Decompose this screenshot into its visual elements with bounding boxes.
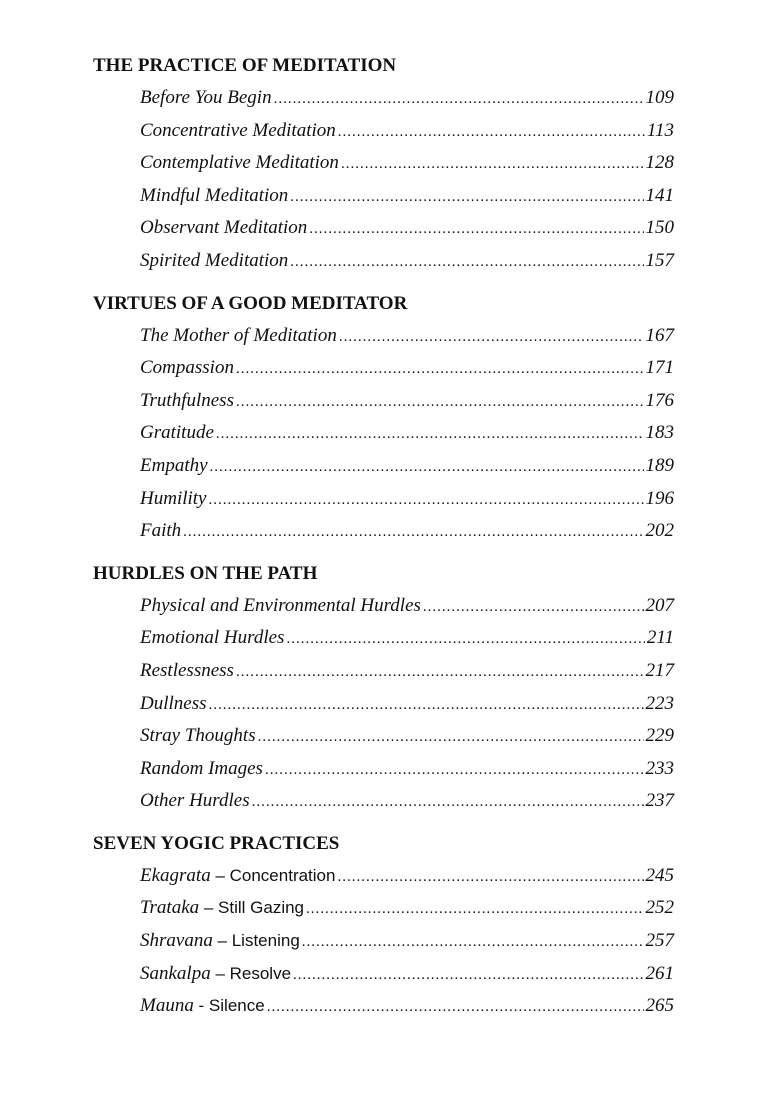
entry-title: Gratitude [140,422,214,444]
toc-entry[interactable] [93,753,674,786]
toc-entry[interactable] [93,417,674,450]
entry-page-number: 196 [645,487,674,509]
entry-title: Other Hurdles [140,790,250,812]
entry-title: Before You Begin [140,87,272,108]
dot-leader [341,148,644,181]
toc-entry[interactable] [93,622,674,655]
toc-entry[interactable] [93,147,674,180]
toc-entry[interactable] [93,212,674,245]
entry-page-number: 183 [645,422,674,444]
entry-page-number: 202 [645,520,674,542]
dot-leader [258,721,644,754]
entry-title: Stray Thoughts [140,725,256,747]
toc-section-hurdles [93,558,674,818]
entry-title: Trataka – Still Gazing [140,897,305,919]
dot-leader [274,83,644,116]
entry-title: Observant Meditation [140,217,308,239]
toc-entry[interactable] [93,990,674,1023]
dot-leader [423,591,644,624]
toc-entry[interactable] [93,385,674,418]
dot-leader [309,213,643,246]
entry-page-number: 265 [645,995,674,1017]
entry-page-number: 217 [645,659,674,681]
entry-page-number: 171 [645,357,674,379]
entry-page-number: 245 [645,864,674,886]
dot-leader [216,418,644,451]
entry-title: Spirited Meditation [140,249,289,271]
toc-entry[interactable] [93,590,674,623]
entry-title: Faith [140,520,182,542]
toc-section-virtues [93,288,674,548]
dot-leader [306,893,643,926]
entry-page-number: 176 [645,389,674,411]
dot-leader [267,991,644,1024]
entry-page-number: 113 [646,119,674,141]
toc-entry[interactable] [93,180,674,213]
entry-title: Shravana – Listening [140,930,300,952]
section-title: HURDLES ON THE PATH [93,562,318,584]
entry-title: Emotional Hurdles [140,627,285,649]
entry-title: Ekagrata – Concentration [140,864,336,886]
entry-page-number: 261 [645,962,674,984]
dot-leader [236,353,644,386]
entry-title: Contemplative Meditation [140,152,339,174]
toc-entry[interactable] [93,720,674,753]
toc-entry[interactable] [93,925,674,958]
entry-title: Mindful Meditation [140,184,289,206]
section-title: VIRTUES OF A GOOD MEDITATOR [93,292,408,314]
entry-title: Dullness [140,692,207,714]
toc-entry[interactable] [93,860,674,893]
entry-title: Restlessness [140,659,234,681]
entry-page-number: 207 [645,594,674,616]
dot-leader [339,321,644,354]
entry-title: Compassion [140,357,234,379]
toc-entry[interactable] [93,450,674,483]
toc-section-practice-of-meditation [93,50,674,278]
toc-entry[interactable] [93,892,674,925]
entry-title: Concentrative Meditation [140,119,336,141]
entry-page-number: 257 [645,930,674,952]
dot-leader [337,861,643,894]
entry-title: Truthfulness [140,389,234,411]
entry-page-number: 109 [645,87,674,108]
dot-leader [236,656,644,689]
entry-title: Humility [140,487,207,509]
entry-page-number: 141 [645,184,674,206]
entry-page-number: 128 [645,152,674,174]
entry-title: Physical and Environmental Hurdles [140,594,421,616]
entry-page-number: 211 [646,627,674,649]
section-title: THE PRACTICE OF MEDITATION [93,55,397,76]
entry-page-number: 223 [645,692,674,714]
entry-title: Mauna - Silence [140,995,265,1017]
entry-title: The Mother of Meditation [140,324,337,346]
entry-page-number: 189 [645,454,674,476]
dot-leader [286,623,644,656]
dot-leader [183,516,643,549]
toc-entry[interactable] [93,320,674,353]
toc-entry[interactable] [93,958,674,991]
toc-entry[interactable] [93,115,674,148]
entry-page-number: 233 [645,757,674,779]
dot-leader [302,926,644,959]
toc-entry[interactable] [93,245,674,278]
entry-page-number: 237 [645,790,674,812]
entry-page-number: 167 [645,324,674,346]
entry-page-number: 252 [645,897,674,919]
dot-leader [209,689,644,722]
dot-leader [252,786,644,819]
entry-title: Empathy [140,454,208,476]
entry-page-number: 229 [645,725,674,747]
dot-leader [236,386,644,419]
dot-leader [209,484,644,517]
dot-leader [290,246,643,279]
dot-leader [293,959,643,992]
dot-leader [338,116,645,149]
entry-page-number: 157 [645,249,674,271]
toc-entry[interactable] [93,483,674,516]
entry-title: Random Images [140,757,263,779]
entry-title: Sankalpa – Resolve [140,962,292,984]
entry-page-number: 150 [645,217,674,239]
toc-entry[interactable] [93,515,674,548]
toc-section-yogic-practices [93,828,674,1023]
toc-entry[interactable] [93,688,674,721]
toc-entry[interactable] [93,82,674,115]
toc-entry[interactable] [93,352,674,385]
dot-leader [290,181,643,214]
dot-leader [210,451,644,484]
toc-entry[interactable] [93,785,674,818]
dot-leader [265,754,644,787]
toc-entry[interactable] [93,655,674,688]
section-title: SEVEN YOGIC PRACTICES [93,832,340,854]
